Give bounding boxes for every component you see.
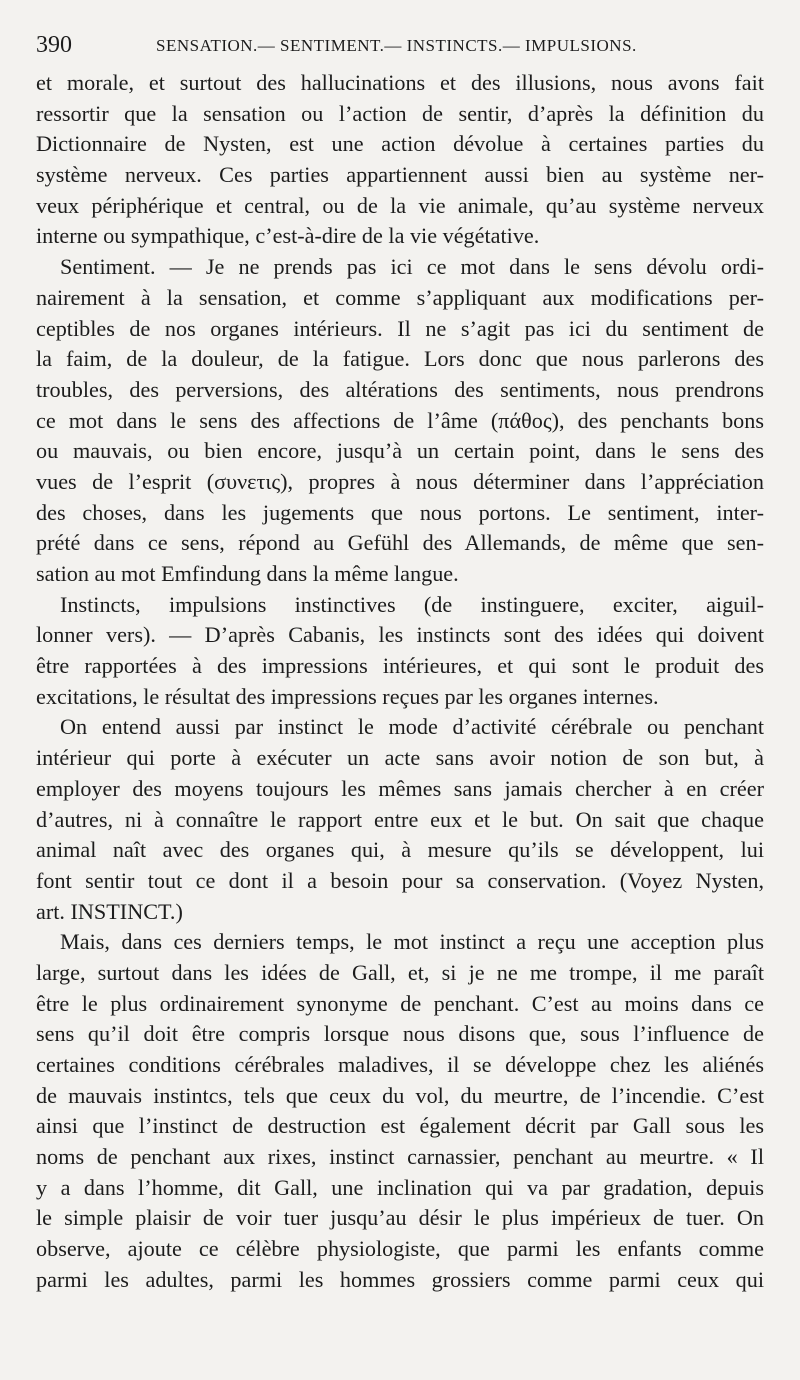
text-line: vues de l’esprit (συνετις), propres à nous déterminer dans l’appréciation (36, 468, 764, 494)
text-line: ainsi que l’instinct de destruction est également décrit par Gall sous les (36, 1113, 764, 1139)
text-line: employer des moyens toujours les mêmes sans jamais chercher à en créer (36, 775, 764, 801)
text-line: Mais, dans ces derniers temps, le mot instinct a reçu une acception plus (60, 929, 764, 955)
text-line: animal naît avec des organes qui, à mesure qu’ils se développent, lui (36, 837, 764, 863)
body-text (36, 68, 764, 1296)
text-line: interne ou sympathique, c’est-à-dire de la vie végétative. (36, 223, 540, 249)
text-line: ce mot dans le sens des affections de l’âme (πάθος), des penchants bons (36, 407, 764, 433)
text-line: observe, ajoute ce célèbre physiologiste, que parmi les enfants comme (36, 1236, 764, 1262)
text-line: certaines conditions cérébrales maladives, il se développe chez les aliénés (36, 1052, 764, 1077)
text-line: intérieur qui porte à exécuter un acte sans avoir notion de son but, à (36, 745, 764, 771)
text-line: être le plus ordinairement synonyme de penchant. C’est au moins dans ce (36, 990, 764, 1016)
text-line: d’autres, ni à connaître le rapport entre eux et le but. On sait que chaque (36, 806, 764, 832)
text-line: des choses, dans les jugements que nous portons. Le sentiment, inter- (36, 499, 764, 525)
text-line: sation au mot Emfindung dans la même langue. (36, 561, 459, 586)
text-line: ressortir que la sensation ou l’action de sentir, d’après la définition du (36, 100, 764, 126)
text-line: art. INSTINCT.) (36, 898, 183, 924)
text-line: et morale, et surtout des hallucinations et des illusions, nous avons fait (36, 70, 764, 95)
page-number: 390 (36, 32, 72, 58)
text-line: système nerveux. Ces parties appartiennent aussi bien au système ner- (36, 162, 764, 188)
text-line-sentiment-heading: Sentiment. — Je ne prends pas ici ce mot dans le sens dévolu ordi- (60, 254, 764, 280)
text-line: y a dans l’homme, dit Gall, une inclination qui va par gradation, depuis (36, 1174, 764, 1200)
text-line: le simple plaisir de voir tuer jusqu’au désir le plus impérieux de tuer. On (36, 1205, 764, 1231)
text-line: ceptibles de nos organes intérieurs. Il ne s’agit pas ici du sentiment de (36, 315, 764, 341)
text-line: de mauvais instintcs, tels que ceux du vol, du meurtre, de l’incendie. C’est (36, 1082, 764, 1108)
text-line: sens qu’il doit être compris lorsque nous disons que, sous l’influence de (36, 1021, 764, 1047)
text-line: large, surtout dans les idées de Gall, et, si je ne me trompe, il me paraît (36, 959, 764, 985)
text-line: la faim, de la douleur, de la fatigue. Lors donc que nous parlerons des (36, 346, 764, 372)
text-line: On entend aussi par instinct le mode d’activité cérébrale ou penchant (60, 714, 764, 740)
page-header (36, 32, 766, 62)
text-line: troubles, des perversions, des altérations des sentiments, nous prendrons (36, 376, 764, 402)
text-line-instincts-heading: Instincts, impulsions instinctives (de instinguere, exciter, aiguil- (60, 591, 764, 617)
text-line: lonner vers). — D’après Cabanis, les instincts sont des idées qui doivent (36, 622, 764, 648)
text-line: nairement à la sensation, et comme s’appliquant aux modifications per- (36, 284, 764, 310)
text-line: parmi les adultes, parmi les hommes grossiers comme parmi ceux qui (36, 1266, 764, 1292)
text-line: font sentir tout ce dont il a besoin pour sa conservation. (Voyez Nysten, (36, 867, 764, 893)
text-line: veux périphérique et central, ou de la vie animale, qu’au système nerveux (36, 192, 764, 218)
running-title: SENSATION.— SENTIMENT.— INSTINCTS.— IMPULSIONS. (156, 36, 637, 55)
text-line: ou mauvais, ou bien encore, jusqu’à un certain point, dans le sens des (36, 438, 764, 464)
text-line: prété dans ce sens, répond au Gefühl des Allemands, de même que sen- (36, 530, 764, 556)
text-line: Dictionnaire de Nysten, est une action dévolue à certaines parties du (36, 131, 764, 157)
text-line: noms de penchant aux rixes, instinct carnassier, penchant au meurtre. « Il (36, 1144, 764, 1170)
text-line: être rapportées à des impressions intérieures, et qui sont le produit des (36, 653, 764, 679)
text-line: excitations, le résultat des impressions reçues par les organes internes. (36, 683, 659, 709)
